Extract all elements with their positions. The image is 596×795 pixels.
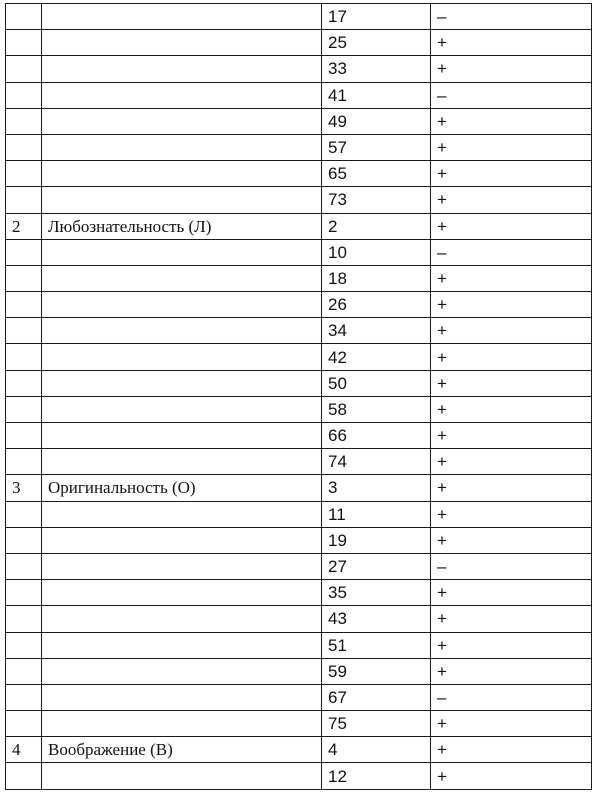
scale-number-cell [6,606,42,632]
scale-name-cell [42,711,322,737]
table-row [6,684,592,710]
scale-name-cell [42,82,322,108]
key-sign-cell: – [431,553,592,579]
key-sign-cell: + [431,527,592,553]
table-row [6,423,592,449]
scale-number-cell [6,187,42,213]
table-row [6,82,592,108]
item-number-cell: 42 [322,344,431,370]
scale-number-cell [6,449,42,475]
table-row [6,4,592,30]
key-sign-cell: + [431,658,592,684]
scale-number-cell [6,423,42,449]
table-row [6,449,592,475]
item-number-cell: 75 [322,711,431,737]
scale-name-cell [42,134,322,160]
scale-number-cell [6,292,42,318]
scale-name-cell [42,423,322,449]
item-number-cell: 67 [322,684,431,710]
item-number-cell: 43 [322,606,431,632]
scale-name-cell [42,684,322,710]
scale-name-cell [42,4,322,30]
table-body [6,4,592,790]
item-number-cell: 11 [322,501,431,527]
scale-name-cell [42,658,322,684]
item-number-cell: 51 [322,632,431,658]
scale-number-cell [6,396,42,422]
scale-name-cell [42,108,322,134]
table-row [6,134,592,160]
scale-number-cell [6,239,42,265]
item-number-cell: 66 [322,423,431,449]
scale-name-cell [42,265,322,291]
table-row [6,396,592,422]
scale-name-cell: Оригинальность (О) [42,475,322,501]
table-row [6,318,592,344]
item-number-cell: 26 [322,292,431,318]
scale-number-cell [6,527,42,553]
scale-number-cell [6,370,42,396]
scale-name-cell [42,527,322,553]
key-sign-cell: + [431,265,592,291]
scale-name-cell [42,161,322,187]
key-sign-cell: – [431,239,592,265]
item-number-cell: 57 [322,134,431,160]
table-row [6,553,592,579]
scale-number-cell: 3 [6,475,42,501]
item-number-cell: 59 [322,658,431,684]
scoring-key-table [5,3,592,790]
table-row [6,632,592,658]
scale-number-cell [6,108,42,134]
scale-name-cell [42,370,322,396]
scale-number-cell [6,56,42,82]
item-number-cell: 41 [322,82,431,108]
scale-name-cell [42,606,322,632]
key-sign-cell: + [431,580,592,606]
table-row [6,475,592,501]
table-row [6,30,592,56]
scale-name-cell [42,30,322,56]
scale-name-cell [42,396,322,422]
key-sign-cell: + [431,449,592,475]
scale-number-cell [6,344,42,370]
scale-name-cell: Любознательность (Л) [42,213,322,239]
key-sign-cell: + [431,161,592,187]
key-sign-cell: + [431,737,592,763]
scale-number-cell [6,711,42,737]
scale-name-cell [42,187,322,213]
item-number-cell: 25 [322,30,431,56]
scale-name-cell [42,292,322,318]
item-number-cell: 74 [322,449,431,475]
key-sign-cell: + [431,370,592,396]
key-sign-cell: + [431,632,592,658]
item-number-cell: 19 [322,527,431,553]
item-number-cell: 12 [322,763,431,789]
scale-number-cell [6,632,42,658]
item-number-cell: 34 [322,318,431,344]
table-row [6,265,592,291]
scale-number-cell [6,265,42,291]
scale-name-cell [42,763,322,789]
table-row [6,213,592,239]
item-number-cell: 50 [322,370,431,396]
scale-name-cell [42,553,322,579]
key-sign-cell: + [431,292,592,318]
scale-name-cell: Воображение (В) [42,737,322,763]
scale-number-cell [6,318,42,344]
key-sign-cell: – [431,4,592,30]
table-row [6,737,592,763]
table-row [6,108,592,134]
key-sign-cell: + [431,56,592,82]
scale-name-cell [42,239,322,265]
scale-number-cell [6,501,42,527]
scale-name-cell [42,449,322,475]
scale-number-cell [6,580,42,606]
key-sign-cell: + [431,423,592,449]
item-number-cell: 49 [322,108,431,134]
scale-number-cell [6,4,42,30]
table-row [6,344,592,370]
scale-number-cell: 4 [6,737,42,763]
key-sign-cell: + [431,318,592,344]
key-sign-cell: + [431,134,592,160]
scale-name-cell [42,580,322,606]
key-sign-cell: + [431,187,592,213]
key-sign-cell: + [431,108,592,134]
table-row [6,763,592,789]
key-sign-cell: – [431,82,592,108]
table-row [6,711,592,737]
item-number-cell: 27 [322,553,431,579]
table-row [6,606,592,632]
table-row [6,56,592,82]
scale-number-cell [6,30,42,56]
key-sign-cell: + [431,763,592,789]
table-row [6,161,592,187]
table-row [6,292,592,318]
item-number-cell: 35 [322,580,431,606]
scale-number-cell [6,658,42,684]
key-sign-cell: + [431,396,592,422]
item-number-cell: 2 [322,213,431,239]
table-row [6,580,592,606]
item-number-cell: 58 [322,396,431,422]
key-sign-cell: + [431,30,592,56]
scale-number-cell: 2 [6,213,42,239]
item-number-cell: 4 [322,737,431,763]
scale-number-cell [6,161,42,187]
scale-number-cell [6,553,42,579]
item-number-cell: 17 [322,4,431,30]
key-sign-cell: + [431,711,592,737]
scale-number-cell [6,82,42,108]
item-number-cell: 33 [322,56,431,82]
item-number-cell: 65 [322,161,431,187]
scale-name-cell [42,56,322,82]
scale-name-cell [42,344,322,370]
table-row [6,370,592,396]
scale-number-cell [6,134,42,160]
scale-name-cell [42,632,322,658]
item-number-cell: 3 [322,475,431,501]
key-sign-cell: + [431,501,592,527]
key-sign-cell: – [431,684,592,710]
key-sign-cell: + [431,213,592,239]
key-sign-cell: + [431,344,592,370]
table-row [6,527,592,553]
table-row [6,239,592,265]
item-number-cell: 73 [322,187,431,213]
item-number-cell: 18 [322,265,431,291]
scale-number-cell [6,684,42,710]
item-number-cell: 10 [322,239,431,265]
scale-name-cell [42,318,322,344]
scale-name-cell [42,501,322,527]
table-row [6,187,592,213]
key-sign-cell: + [431,475,592,501]
table-row [6,658,592,684]
table-row [6,501,592,527]
key-sign-cell: + [431,606,592,632]
scale-number-cell [6,763,42,789]
